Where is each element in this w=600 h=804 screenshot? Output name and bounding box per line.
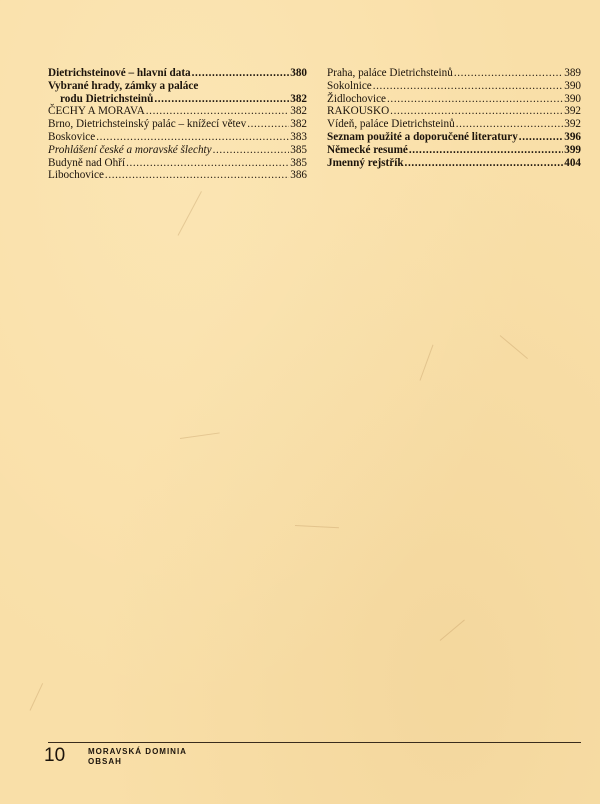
- toc-dot-leader: [390, 105, 563, 118]
- toc-dot-leader: [373, 80, 563, 93]
- toc-entry-page: 382: [290, 118, 307, 131]
- toc-entry-title: Německé resumé: [327, 143, 408, 156]
- toc-entry-title: Libochovice: [48, 169, 104, 182]
- toc-dot-leader: [387, 93, 563, 106]
- toc-dot-leader: [126, 157, 289, 170]
- toc-entry: [327, 80, 581, 93]
- toc-dot-leader: [519, 131, 563, 144]
- toc-dot-leader: [454, 67, 563, 80]
- toc-entry: [48, 131, 307, 144]
- toc-entry-page: 380: [290, 67, 307, 79]
- paper-fiber: [500, 335, 528, 359]
- toc-entry: [327, 144, 581, 157]
- toc-right-column: [327, 67, 581, 169]
- toc-entry-page: 385: [290, 156, 307, 169]
- toc-entry-title: Boskovice: [48, 130, 96, 143]
- toc-entry: [48, 105, 307, 118]
- toc-left-column: [48, 67, 307, 182]
- toc-entry-title: Praha, paláce Dietrichsteinů: [327, 67, 453, 79]
- toc-entry-page: 396: [564, 130, 581, 143]
- toc-dot-leader: [146, 105, 289, 118]
- toc-entry-title: Jmenný rejstřík: [327, 156, 404, 169]
- toc-entry-title: Dietrichsteinové – hlavní data: [48, 67, 191, 79]
- footer-book-title: MORAVSKÁ DOMINIA: [88, 747, 187, 756]
- toc-entry: [327, 67, 581, 80]
- toc-entry-title: Vybrané hrady, zámky a paláce: [48, 79, 199, 92]
- toc-entry: [327, 118, 581, 131]
- toc-entry-page: 404: [564, 156, 581, 169]
- toc-entry-title: ČECHY A MORAVA: [48, 105, 145, 118]
- toc-entry-page: 392: [564, 118, 581, 131]
- toc-dot-leader: [154, 93, 289, 106]
- paper-fiber: [440, 620, 465, 641]
- toc-entry: [327, 157, 581, 170]
- toc-dot-leader: [192, 67, 290, 80]
- toc-dot-leader: [409, 144, 563, 157]
- toc-entry-title: Sokolnice: [327, 79, 372, 92]
- toc-entry-page: 385: [290, 143, 307, 156]
- toc-dot-leader: [105, 169, 289, 182]
- toc-entry: [48, 144, 307, 157]
- footer-rule: [48, 742, 581, 743]
- toc-entry-title: Prohlášení české a moravské šlechty: [48, 143, 212, 156]
- toc-entry: [48, 157, 307, 170]
- toc-entry: [48, 93, 307, 106]
- footer-page-number: 10: [44, 745, 66, 766]
- toc-entry-title: Brno, Dietrichsteinský palác – knížecí větev: [48, 118, 247, 131]
- paper-fiber: [178, 191, 202, 236]
- paper-fiber: [180, 432, 220, 439]
- toc-entry-page: 386: [290, 169, 307, 182]
- toc-dot-leader: [247, 118, 289, 131]
- toc-dot-leader: [96, 131, 289, 144]
- footer-meta: [88, 747, 187, 766]
- toc-dot-leader: [213, 144, 290, 157]
- toc-entry-title: RAKOUSKO: [327, 105, 390, 118]
- toc-entry-page: 392: [564, 105, 581, 118]
- toc-entry: [48, 169, 307, 182]
- toc-entry-page: 382: [290, 92, 307, 105]
- toc-entry-page: 399: [564, 143, 581, 156]
- toc-dot-leader: [456, 118, 564, 131]
- toc-entry: [48, 67, 307, 80]
- toc-entry-title: rodu Dietrichsteinů: [60, 92, 154, 105]
- toc-entry: [48, 118, 307, 131]
- footer-section: OBSAH: [88, 756, 122, 766]
- paper-fiber: [420, 345, 434, 381]
- toc-dot-leader: [405, 157, 564, 170]
- toc-entry-page: 382: [290, 105, 307, 118]
- toc-entry: [327, 131, 581, 144]
- toc-entry: [327, 93, 581, 106]
- toc-entry-page: 389: [564, 67, 581, 79]
- toc-entry-title: Židlochovice: [327, 92, 387, 105]
- toc-entry: [48, 80, 307, 93]
- toc-entry-page: 383: [290, 130, 307, 143]
- toc-entry: [327, 105, 581, 118]
- paper-fiber: [295, 525, 339, 528]
- toc-entry-title: Vídeň, paláce Dietrichsteinů: [327, 118, 455, 131]
- toc-entry-title: Budyně nad Ohří: [48, 156, 126, 169]
- paper-fiber: [30, 683, 44, 711]
- toc-entry-page: 390: [564, 79, 581, 92]
- toc-entry-page: 390: [564, 92, 581, 105]
- toc-entry-title: Seznam použité a doporučené literatury: [327, 130, 518, 143]
